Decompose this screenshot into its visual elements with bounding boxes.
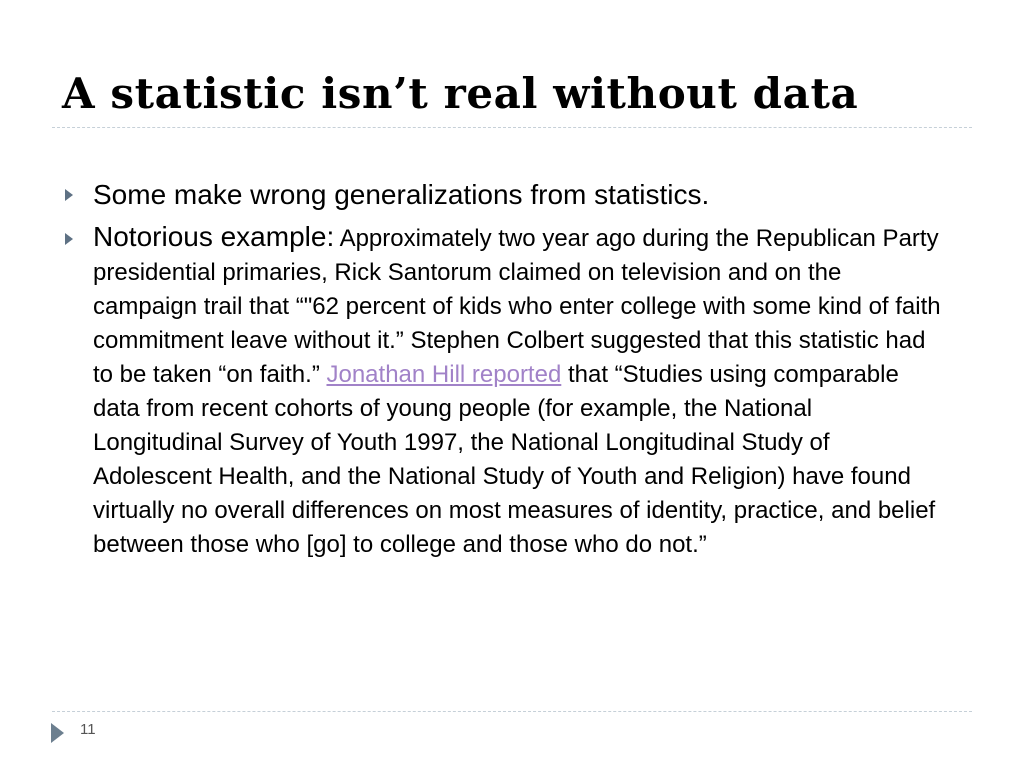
bullet-item-2 [62, 220, 942, 562]
title-divider [52, 127, 972, 128]
bullet-lead: Notorious example: [93, 221, 335, 252]
footer-divider [52, 711, 972, 712]
bullet-text: Some make wrong generalizations from statistics. [93, 179, 710, 210]
bullet-list [62, 172, 942, 562]
bullet-arrow-icon [65, 233, 73, 245]
source-link[interactable]: Jonathan Hill reported [326, 361, 562, 388]
bullet-text-before-link: Approximately two year ago during the Republican Party presidential primaries, Rick Santorum claimed on television and on the campaign trail that “"62 percent of kids who enter college with some kind of faith commitment leave without it.” Stephen Colbert suggested that this statistic had to be taken “on faith.” [93, 225, 941, 388]
footer-triangle-icon [51, 723, 64, 743]
bullet-item-1 [62, 172, 942, 218]
bullet-arrow-icon [65, 189, 73, 201]
page-number: 11 [80, 721, 96, 738]
slide-title: A statistic isn’t real without data [62, 69, 859, 118]
bullet-text-after-link: that “Studies using comparable data from recent cohorts of young people (for example, the National Longitudinal Survey of Youth 1997, the National Longitudinal Study of Adolescent Health, and the National Study of Youth and Religion) have found virtually no overall differences on most measures of identity, practice, and belief between those who [go] to college and those who do not.” [93, 361, 936, 558]
